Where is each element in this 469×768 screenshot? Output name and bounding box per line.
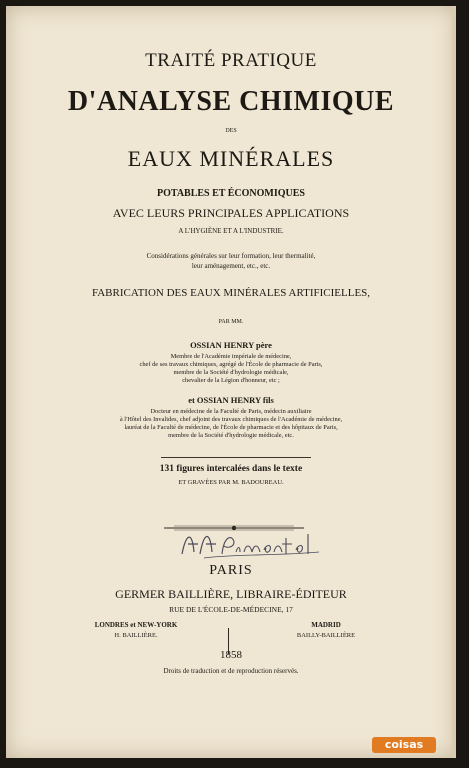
rights-line: Droits de traduction et de reproduction réservés.	[163, 667, 299, 675]
title-line-3: EAUX MINÉRALES	[127, 146, 335, 171]
considerations-line-2: leur aménagement, etc., etc.	[191, 262, 271, 270]
author-2-name: et OSSIAN HENRY fils	[188, 395, 274, 405]
branch-right-city: MADRID	[311, 621, 341, 629]
considerations-line-1: Considérations générales sur leur formation, leur thermalité,	[146, 252, 316, 260]
title-line-6: A L'HYGIÈNE ET A L'INDUSTRIE.	[178, 227, 284, 235]
branch-left-city: LONDRES et NEW-YORK	[94, 621, 178, 629]
engraver-line: ET GRAVÉES PAR M. BADOUREAU.	[178, 479, 284, 486]
divider-rule	[161, 457, 311, 458]
branch-right-name: BAILLY-BAILLIÈRE	[296, 632, 356, 639]
author-1-line-2: chef de ses travaux chimiques, agrégé de l'École de pharmacie de Paris,	[139, 361, 323, 368]
author-2-line-2: à l'Hôtel des Invalides, chef adjoint des travaux chimiques de l'Académie de médecine,	[119, 416, 343, 423]
title-line-5: AVEC LEURS PRINCIPALES APPLICATIONS	[112, 206, 350, 220]
author-1-name: OSSIAN HENRY père	[190, 340, 272, 350]
city-line: PARIS	[209, 563, 253, 578]
handwritten-signature	[174, 524, 324, 564]
author-2-line-1: Docteur en médecine de la Faculté de Paris, médecin auxiliaire	[150, 408, 312, 415]
title-line-2: D'ANALYSE CHIMIQUE	[67, 86, 395, 117]
year-line: 1858	[220, 649, 242, 661]
watermark-badge: coisas	[372, 737, 436, 753]
title-des: DES	[225, 128, 237, 134]
address-line: RUE DE L'ÉCOLE-DE-MÉDECINE, 17	[169, 605, 293, 614]
author-1-line-4: chevalier de la Légion d'honneur, etc ;	[182, 377, 280, 384]
fabrication-line: FABRICATION DES EAUX MINÉRALES ARTIFICIELLES,	[91, 287, 371, 299]
author-1-line-3: membre de la Société d'hydrologie médicale,	[173, 369, 289, 376]
branch-left-name: H. BAILLIÈRE.	[114, 632, 158, 639]
figures-line: 131 figures intercalées dans le texte	[159, 464, 303, 474]
title-line-4: POTABLES ET ÉCONOMIQUES	[157, 188, 305, 199]
author-2-line-3: lauréat de la Faculté de médecine, de l'École de pharmacie et des hôpitaux de Paris,	[124, 424, 338, 431]
title-page	[6, 6, 456, 758]
author-2-line-4: membre de la Société d'hydrologie médicale, etc.	[168, 432, 294, 439]
author-1-line-1: Membre de l'Académie impériale de médecine,	[170, 353, 292, 360]
publisher-line: GERMER BAILLIÈRE, LIBRAIRE-ÉDITEUR	[115, 587, 347, 601]
title-line-1: TRAITÉ PRATIQUE	[145, 50, 317, 71]
par-line: PAR MM.	[218, 319, 244, 325]
